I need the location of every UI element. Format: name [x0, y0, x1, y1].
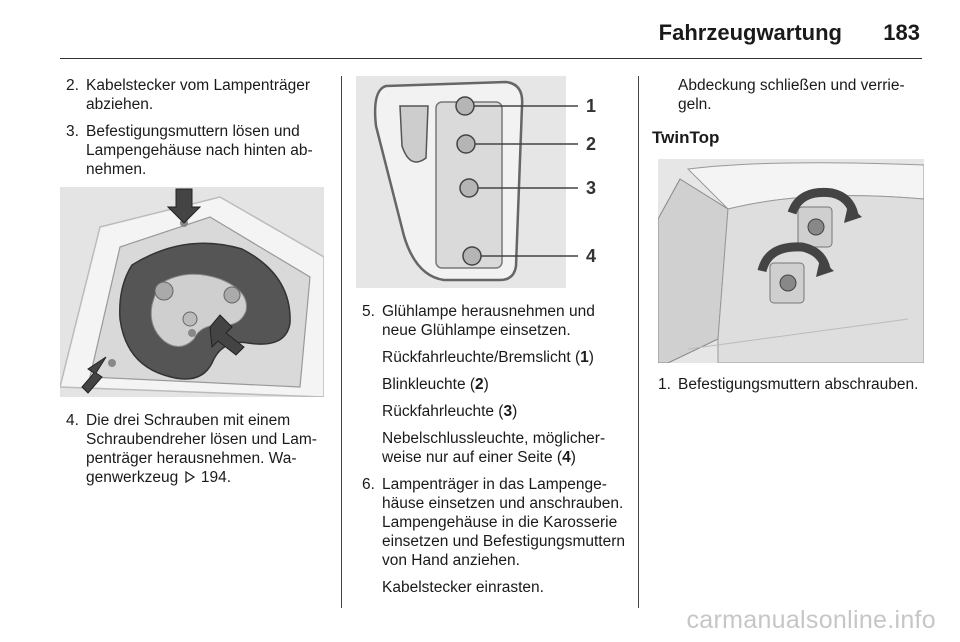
step-1: [652, 375, 924, 394]
page-header: [60, 18, 922, 59]
twintop-illustration: [658, 159, 924, 363]
paren: ): [512, 403, 518, 420]
column-left: [60, 76, 330, 495]
page-reference: 194.: [200, 469, 231, 486]
paren: ): [483, 376, 489, 393]
step-number: 1.: [658, 376, 671, 393]
lamp-number: 4: [562, 449, 571, 466]
watermark: carmanualsonline.info: [686, 606, 936, 634]
column-divider-left: [341, 76, 342, 608]
lamp-number: 1: [580, 349, 589, 366]
callout-2: 2: [586, 134, 597, 154]
lamp-label: Rückfahrleuchte (: [382, 403, 504, 420]
step-4: [60, 411, 330, 487]
paren: ): [570, 449, 576, 466]
lamp-label: Blinkleuchte (: [382, 376, 476, 393]
step-text: Befestigungsmuttern abschrauben.: [678, 376, 919, 393]
step-text: Kabelstecker vom Lampenträger abziehen.: [86, 77, 311, 113]
step-text: Glühlampe herausnehmen und neue Glühlampe einsetzen.: [382, 303, 595, 339]
figure-twintop-nuts: [658, 159, 924, 363]
column-divider-right: [638, 76, 639, 608]
lamp-item-1: [356, 348, 628, 367]
bulb-holder-illustration: [356, 76, 628, 288]
step-text: Die drei Schrauben mit einem Schraubendreher lösen und Lampenträger herausnehmen. Wagenwerkzeug: [86, 412, 317, 486]
step-number: 5.: [362, 303, 375, 320]
lamp-number: 2: [475, 376, 484, 393]
step-number: 4.: [66, 412, 79, 429]
lamp-item-2: [356, 375, 628, 394]
callout-1: 1: [586, 96, 597, 116]
lamp-item-3: [356, 402, 628, 421]
column-middle: [356, 76, 628, 605]
lamp-label: Nebelschlussleuchte, möglicherweise nur auf einer Seite (: [382, 430, 606, 466]
triangle-reference-icon: [185, 471, 195, 483]
lamp-item-4: [356, 429, 628, 467]
callout-4: 4: [586, 246, 597, 266]
step-5: [356, 302, 628, 340]
step-text: Lampenträger in das Lampengehäuse einsetzen und anschrauben. Lampengehäuse in die Karosserie einsetzen und Befestigungsmuttern von Hand anziehen.: [382, 476, 625, 569]
page-number: 183: [883, 20, 920, 45]
step-number: 6.: [362, 476, 375, 493]
step-text: Befestigungsmuttern lösen und Lampengehäuse nach hinten abnehmen.: [86, 123, 313, 178]
figure-bulb-holder: [356, 76, 628, 288]
step-6: [356, 475, 628, 570]
section-heading-twintop: TwinTop: [652, 128, 720, 147]
step-number: 3.: [66, 123, 79, 140]
step-number: 2.: [66, 77, 79, 94]
lamp-label: Rückfahrleuchte/Bremslicht (: [382, 349, 581, 366]
column-right: [652, 76, 924, 402]
header-title: Fahrzeugwartung: [658, 20, 842, 45]
step-3: [60, 122, 330, 179]
lamp-number: 3: [503, 403, 513, 420]
paren: ): [588, 349, 594, 366]
step-2: [60, 76, 330, 114]
callout-3: 3: [586, 178, 597, 198]
continuation-text: Abdeckung schließen und verriegeln.: [678, 77, 905, 113]
step-6-sub: Kabelstecker einrasten.: [382, 579, 544, 596]
lamp-housing-illustration: [60, 187, 324, 397]
figure-lamp-housing-screws: [60, 187, 324, 397]
